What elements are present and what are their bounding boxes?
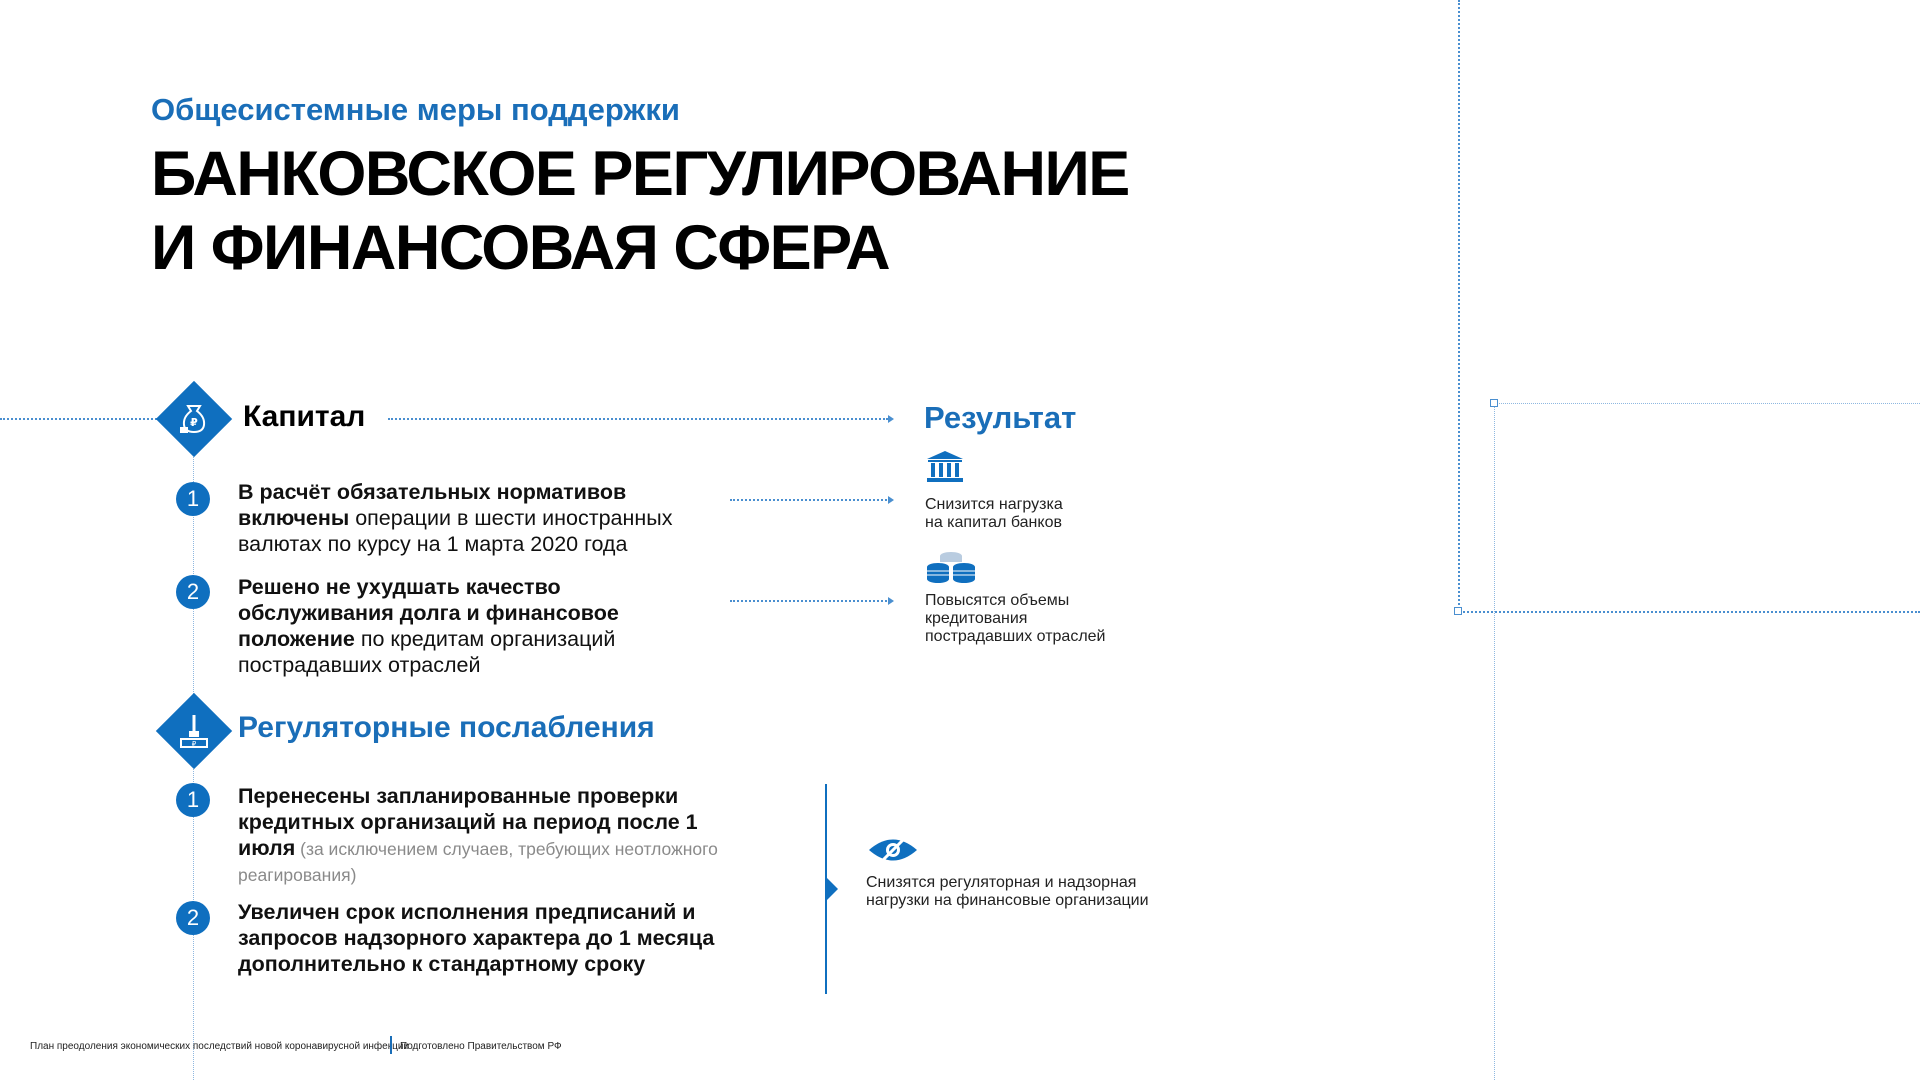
regulatory-item-1-number: 1 [176,783,210,817]
money-bag-icon [157,382,231,456]
result-2-arrow-line [730,600,890,602]
regulatory-item-2 [238,899,718,977]
regulatory-item-1-muted: (за исключением случаев, требующих неотложного реагирования) [238,839,718,885]
capital-title: Капитал [243,400,366,433]
capital-item-2 [238,574,718,678]
capital-item-1-number: 1 [176,482,210,516]
corner-square-2 [1490,399,1498,407]
capital-item-2-number: 2 [176,575,210,609]
result-1-text: Снизится нагрузка на капитал банков [925,496,1063,531]
capital-item-1 [238,479,718,557]
right-horizontal-dotted-line [1460,611,1920,613]
page-title-line1: БАНКОВСКОЕ РЕГУЛИРОВАНИЕ [151,139,1129,209]
footer-left: План преодоления экономических последствий новой коронавирусной инфекции [30,1041,409,1052]
regulatory-item-1-bold: Перенесены запланированные проверки кредитных организаций на период после 1 июля [238,784,698,860]
capital-arrowhead [888,415,894,423]
right-thin-vertical-line [1494,403,1495,1080]
page-title [151,137,1129,285]
result-1-arrowhead [888,496,894,504]
footer-separator [390,1036,392,1054]
stamp-icon [157,694,231,768]
eye-icon [866,835,920,870]
svg-text:₽: ₽ [190,416,198,429]
result-3-text: Снизятся регуляторная и надзорная нагрузки на финансовые организации [866,874,1149,909]
capital-item-2-bold: Решено не ухудшать качество обслуживания долга и финансовое положение [238,575,619,651]
regulatory-item-1 [238,783,718,887]
capital-item-1-bold: В расчёт обязательных нормативов включены [238,480,627,530]
right-vertical-dotted-line [1458,0,1460,612]
regulatory-item-2-bold: Увеличен срок исполнения предписаний и запросов надзорного характера до 1 месяца дополнительно к стандартному сроку [238,900,715,976]
corner-square [1454,607,1462,615]
svg-text:₽: ₽ [191,740,197,748]
coins-icon [925,549,977,590]
footer-right: Подготовлено Правительством РФ [400,1041,562,1052]
page-subtitle: Общесистемные меры поддержки [151,92,680,127]
result-2-text: Повысятся объемы кредитования пострадавших отраслей [925,592,1106,645]
result-title: Результат [924,400,1077,435]
result-1-arrow-line [730,499,890,501]
regulatory-title: Регуляторные послабления [238,711,655,744]
bank-icon [925,449,965,490]
capital-item-2-text: по кредитам организаций пострадавших отраслей [238,627,616,677]
capital-item-1-text: операции в шести иностранных валютах по курсу на 1 марта 2020 года [238,506,673,556]
capital-left-dotted-line [0,418,160,420]
regulatory-bracket-arrow [827,878,838,900]
capital-right-dotted-line [388,418,888,420]
page-title-line2: И ФИНАНСОВАЯ СФЕРА [151,213,890,283]
regulatory-item-2-number: 2 [176,901,210,935]
result-2-arrowhead [888,597,894,605]
right-thin-horizontal-line [1496,403,1920,404]
